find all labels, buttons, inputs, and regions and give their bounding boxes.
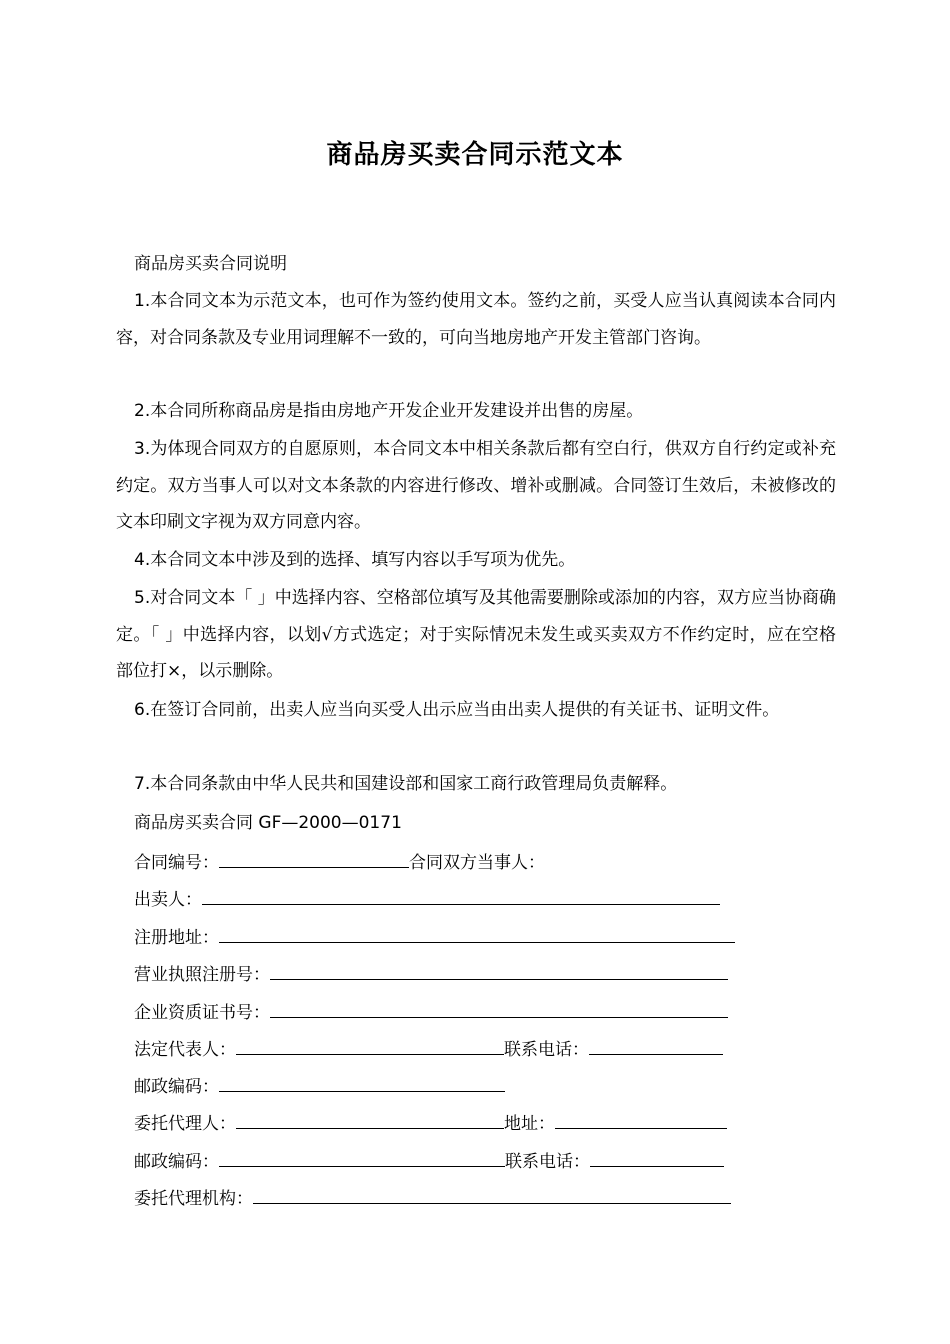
agency-blank[interactable]	[253, 1185, 731, 1204]
address-label: 地址：	[504, 1114, 555, 1134]
seller-blank[interactable]	[202, 886, 720, 905]
phone1-label: 联系电话：	[504, 1040, 589, 1060]
parties-label: 合同双方当事人：	[409, 853, 545, 873]
note-3: 3.为体现合同双方的自愿原则，本合同文本中相关条款后都有空白行，供双方自行约定或补充约定。双方当事人可以对文本条款的内容进行修改、增补或删减。合同签订生效后，未被修改的文本印刷文字视为双方同意内容。	[116, 439, 836, 532]
note-6: 6.在签订合同前，出卖人应当向买受人出示应当由出卖人提供的有关证书、证明文件。	[134, 700, 780, 720]
reg-address-blank[interactable]	[219, 924, 735, 943]
postcode2-label: 邮政编码：	[134, 1152, 219, 1172]
seller-row	[134, 886, 720, 912]
qualification-label: 企业资质证书号：	[134, 1003, 270, 1023]
legal-rep-label: 法定代表人：	[134, 1040, 236, 1060]
postcode1-label: 邮政编码：	[134, 1077, 219, 1097]
agency-row	[134, 1185, 731, 1211]
seller-label: 出卖人：	[134, 890, 202, 910]
agent-row	[134, 1110, 727, 1136]
license-label: 营业执照注册号：	[134, 965, 270, 985]
phone1-blank[interactable]	[589, 1036, 723, 1055]
agent-label: 委托代理人：	[134, 1114, 236, 1134]
postcode2-row	[134, 1148, 724, 1174]
page-title: 商品房买卖合同示范文本	[326, 140, 624, 170]
note-2: 2.本合同所称商品房是指由房地产开发企业开发建设并出售的房屋。	[134, 401, 644, 421]
postcode1-blank[interactable]	[219, 1073, 505, 1092]
phone2-label: 联系电话：	[505, 1152, 590, 1172]
reg-address-row	[134, 924, 735, 950]
note-5: 5.对合同文本「 」中选择内容、空格部位填写及其他需要删除或添加的内容，双方应当协商确定。「 」中选择内容，以划√方式选定；对于实际情况未发生或买卖双方不作约定时，应在空格部位打×，以示删除。	[116, 588, 836, 681]
license-row	[134, 961, 728, 987]
qualification-row	[134, 999, 728, 1025]
license-blank[interactable]	[270, 961, 728, 980]
address-blank[interactable]	[555, 1110, 727, 1129]
postcode1-row	[134, 1073, 505, 1099]
legal-rep-row	[134, 1036, 723, 1062]
agent-blank[interactable]	[236, 1110, 504, 1129]
contract-no-row	[134, 849, 545, 875]
intro-heading: 商品房买卖合同说明	[134, 254, 287, 274]
qualification-blank[interactable]	[270, 999, 728, 1018]
reg-address-label: 注册地址：	[134, 928, 219, 948]
contract-no-label: 合同编号：	[134, 853, 219, 873]
legal-rep-blank[interactable]	[236, 1036, 504, 1055]
postcode2-blank[interactable]	[219, 1148, 505, 1167]
contract-no-blank[interactable]	[219, 849, 409, 868]
note-1: 1.本合同文本为示范文本，也可作为签约使用文本。签约之前，买受人应当认真阅读本合同内容，对合同条款及专业用词理解不一致的，可向当地房地产开发主管部门咨询。	[116, 291, 836, 348]
note-4: 4.本合同文本中涉及到的选择、填写内容以手写项为优先。	[134, 550, 576, 570]
note-7: 7.本合同条款由中华人民共和国建设部和国家工商行政管理局负责解释。	[134, 774, 678, 794]
agency-label: 委托代理机构：	[134, 1189, 253, 1209]
phone2-blank[interactable]	[590, 1148, 724, 1167]
contract-code: 商品房买卖合同 GF—2000—0171	[134, 813, 402, 833]
